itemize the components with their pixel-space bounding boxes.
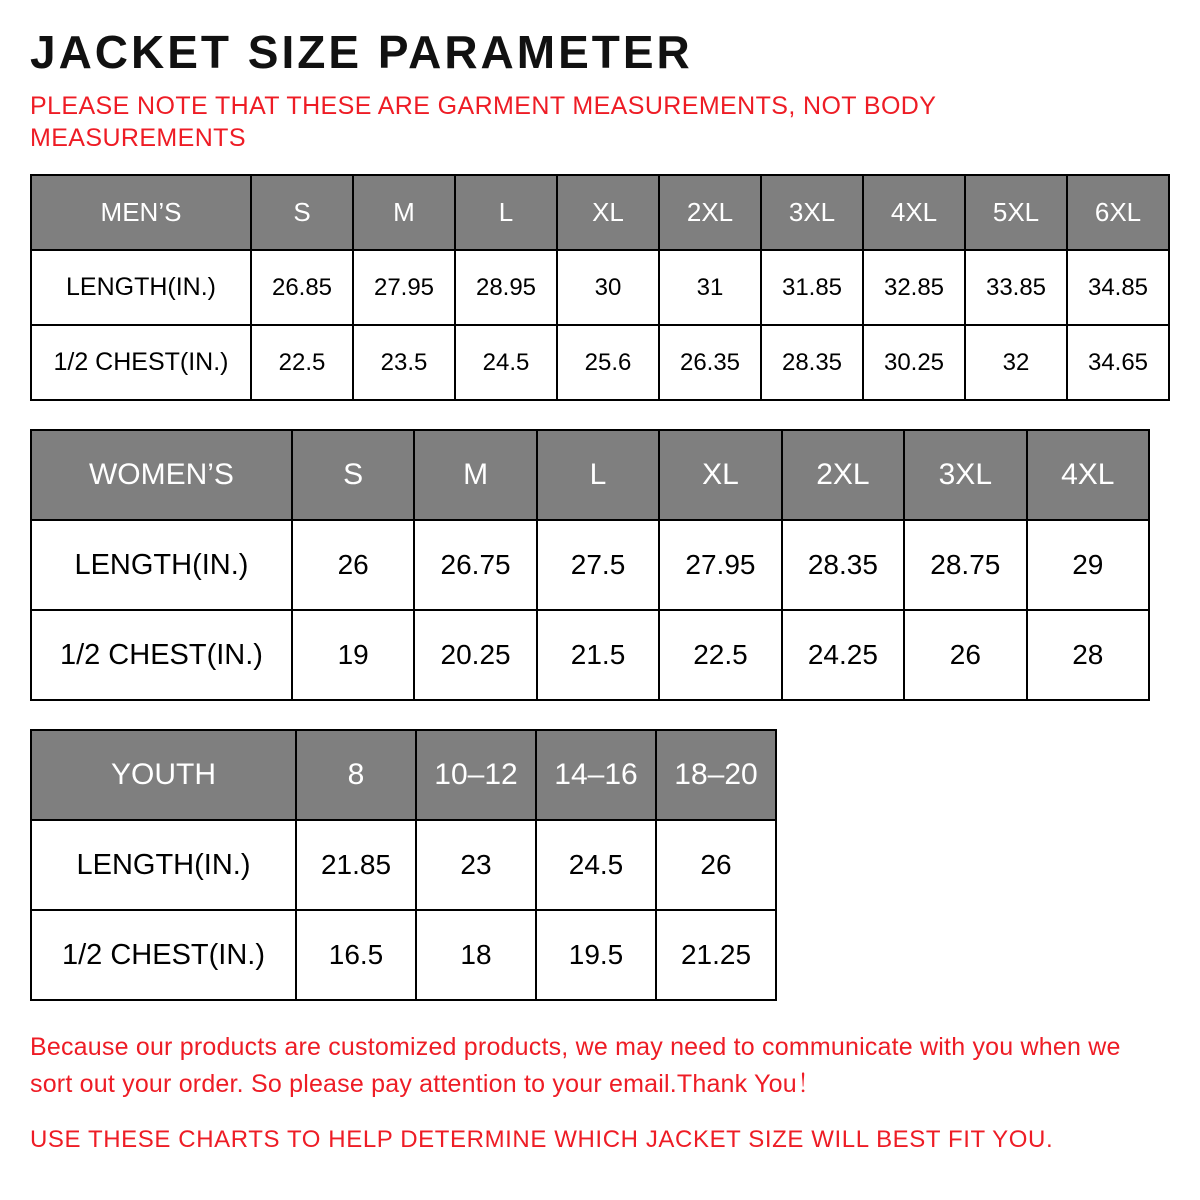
womens-size-table bbox=[30, 429, 1150, 701]
table-cell: 23 bbox=[416, 820, 536, 910]
row-label: 1/2 CHEST(IN.) bbox=[31, 910, 296, 1000]
table-header-cell: 3XL bbox=[904, 430, 1026, 520]
table-cell: 34.65 bbox=[1067, 325, 1169, 400]
customization-note: Because our products are customized products, we may need to communicate with you when we sort out your order. So please pay attention to your email.Thank You！ bbox=[30, 1033, 1121, 1098]
table-cell: 20.25 bbox=[414, 610, 536, 700]
table-header-row bbox=[31, 430, 1149, 520]
mens-size-table bbox=[30, 174, 1170, 401]
page-title: JACKET SIZE PARAMETER bbox=[30, 26, 693, 78]
table-cell: 18 bbox=[416, 910, 536, 1000]
table-cell: 22.5 bbox=[251, 325, 353, 400]
table-cell: 21.5 bbox=[537, 610, 659, 700]
table-cell: 24.5 bbox=[536, 820, 656, 910]
table-cell: 32 bbox=[965, 325, 1067, 400]
table-cell: 31 bbox=[659, 250, 761, 325]
table-header-cell: 18–20 bbox=[656, 730, 776, 820]
row-label: LENGTH(IN.) bbox=[31, 520, 292, 610]
table-header-cell: 8 bbox=[296, 730, 416, 820]
row-label: 1/2 CHEST(IN.) bbox=[31, 325, 251, 400]
table-header-cell: S bbox=[251, 175, 353, 250]
table-cell: 19.5 bbox=[536, 910, 656, 1000]
table-cell: 27.95 bbox=[353, 250, 455, 325]
table-row bbox=[31, 610, 1149, 700]
table-cell: 29 bbox=[1027, 520, 1149, 610]
table-header-cell: 5XL bbox=[965, 175, 1067, 250]
table-header-cell: 3XL bbox=[761, 175, 863, 250]
table-cell: 26.75 bbox=[414, 520, 536, 610]
table-cell: 30.25 bbox=[863, 325, 965, 400]
table-header-cell: M bbox=[353, 175, 455, 250]
measurement-note: PLEASE NOTE THAT THESE ARE GARMENT MEASUREMENTS, NOT BODY MEASUREMENTS bbox=[30, 92, 936, 153]
table-cell: 26.35 bbox=[659, 325, 761, 400]
table-row bbox=[31, 520, 1149, 610]
table-cell: 16.5 bbox=[296, 910, 416, 1000]
table-cell: 21.85 bbox=[296, 820, 416, 910]
table-cell: 19 bbox=[292, 610, 414, 700]
table-cell: 31.85 bbox=[761, 250, 863, 325]
table-cell: 24.5 bbox=[455, 325, 557, 400]
row-label: LENGTH(IN.) bbox=[31, 250, 251, 325]
table-cell: 26 bbox=[292, 520, 414, 610]
youth-size-table bbox=[30, 729, 777, 1001]
table-cell: 27.95 bbox=[659, 520, 781, 610]
table-cell: 23.5 bbox=[353, 325, 455, 400]
table-cell: 26 bbox=[904, 610, 1026, 700]
table-header-cell: 2XL bbox=[659, 175, 761, 250]
table-header-cell: WOMEN’S bbox=[31, 430, 292, 520]
table-header-row bbox=[31, 175, 1169, 250]
table-cell: 28.75 bbox=[904, 520, 1026, 610]
table-header-cell: 4XL bbox=[863, 175, 965, 250]
table-cell: 27.5 bbox=[537, 520, 659, 610]
table-header-cell: 6XL bbox=[1067, 175, 1169, 250]
table-cell: 28 bbox=[1027, 610, 1149, 700]
table-cell: 30 bbox=[557, 250, 659, 325]
table-header-cell: L bbox=[455, 175, 557, 250]
table-cell: 25.6 bbox=[557, 325, 659, 400]
table-header-cell: 2XL bbox=[782, 430, 904, 520]
chart-usage-note: USE THESE CHARTS TO HELP DETERMINE WHICH JACKET SIZE WILL BEST FIT YOU. bbox=[30, 1125, 1054, 1153]
table-cell: 28.35 bbox=[782, 520, 904, 610]
table-cell: 24.25 bbox=[782, 610, 904, 700]
table-row bbox=[31, 910, 776, 1000]
table-cell: 32.85 bbox=[863, 250, 965, 325]
table-cell: 28.95 bbox=[455, 250, 557, 325]
table-cell: 26 bbox=[656, 820, 776, 910]
table-header-cell: S bbox=[292, 430, 414, 520]
row-label: LENGTH(IN.) bbox=[31, 820, 296, 910]
table-header-cell: 4XL bbox=[1027, 430, 1149, 520]
table-cell: 34.85 bbox=[1067, 250, 1169, 325]
table-cell: 28.35 bbox=[761, 325, 863, 400]
table-header-cell: YOUTH bbox=[31, 730, 296, 820]
table-row bbox=[31, 250, 1169, 325]
table-header-cell: XL bbox=[659, 430, 781, 520]
table-cell: 26.85 bbox=[251, 250, 353, 325]
table-header-cell: 14–16 bbox=[536, 730, 656, 820]
table-header-cell: M bbox=[414, 430, 536, 520]
footer-notes bbox=[30, 1029, 1170, 1156]
table-cell: 22.5 bbox=[659, 610, 781, 700]
table-header-cell: XL bbox=[557, 175, 659, 250]
table-header-row bbox=[31, 730, 776, 820]
table-cell: 21.25 bbox=[656, 910, 776, 1000]
table-row bbox=[31, 820, 776, 910]
table-header-cell: 10–12 bbox=[416, 730, 536, 820]
row-label: 1/2 CHEST(IN.) bbox=[31, 610, 292, 700]
table-header-cell: MEN’S bbox=[31, 175, 251, 250]
table-row bbox=[31, 325, 1169, 400]
table-cell: 33.85 bbox=[965, 250, 1067, 325]
table-header-cell: L bbox=[537, 430, 659, 520]
